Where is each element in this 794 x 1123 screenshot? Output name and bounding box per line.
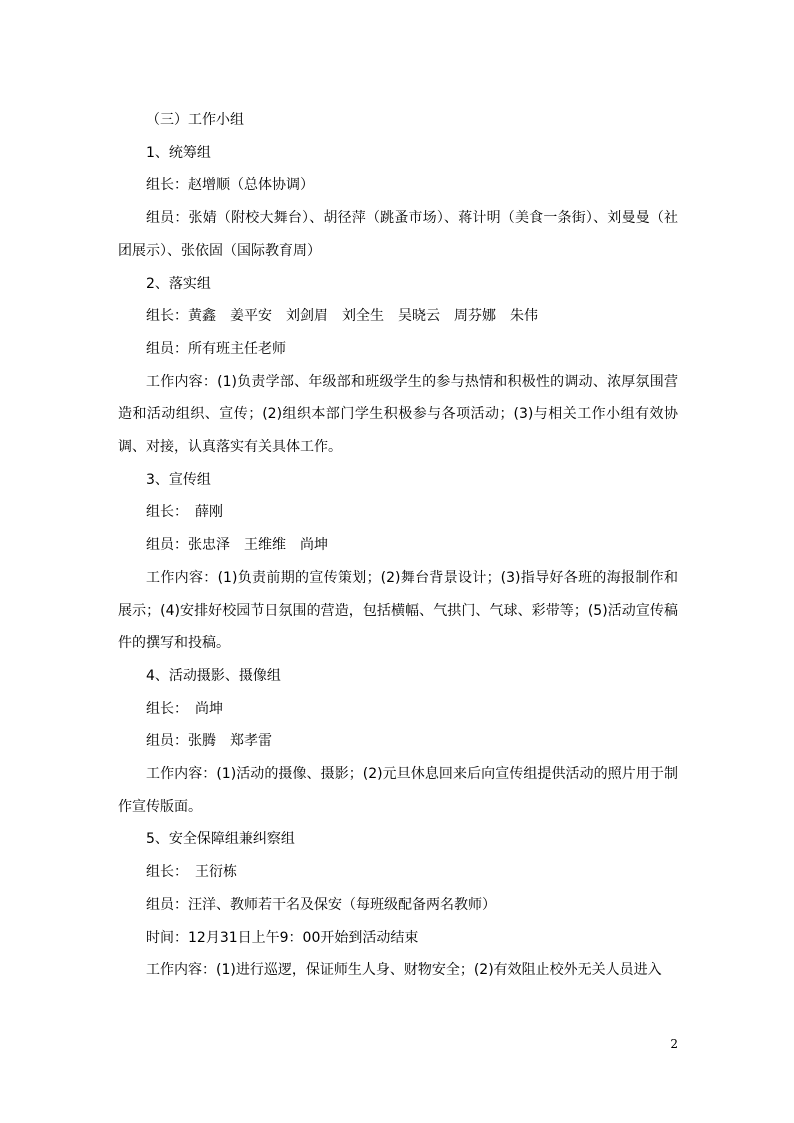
group-title: 5、安全保障组兼纠察组 [146, 831, 295, 848]
group-leader: 组长： 王衍栋 [146, 864, 237, 881]
group-leader: 组长：赵增顺（总体协调） [146, 177, 314, 194]
group-leader: 组长： 薛刚 [146, 504, 223, 521]
group-members: 组员：汪洋、教师若干名及保安（每班级配备两名教师） [146, 896, 496, 913]
group-members: 组员：所有班主任老师 [146, 340, 286, 357]
group-title: 1、统筹组 [146, 144, 211, 161]
group-leader: 组长： 尚坤 [146, 700, 223, 717]
group-members: 组员：张腾 郑孝雷 [146, 733, 272, 750]
group-title: 2、落实组 [146, 275, 211, 292]
schedule-time: 时间：12月31日上午9：00开始到活动结束 [146, 929, 419, 946]
group-leader: 组长：黄鑫 姜平安 刘剑眉 刘全生 吴晓云 周芬娜 朱伟 [146, 308, 538, 325]
work-content: 工作内容：(1)负责前期的宣传策划；(2)舞台背景设计；(3)指导好各班的海报制作和展示；(4)安排好校园节日氛围的营造，包括横幅、气拱门、气球、彩带等；(5)活动宣传稿件的撰写和投稿。 [118, 569, 678, 652]
body-text [118, 104, 678, 987]
work-content: 工作内容：(1)进行巡逻，保证师生人身、财物安全；(2)有效阻止校外无关人员进入 [146, 962, 662, 979]
work-content: 工作内容：(1)活动的摄像、摄影；(2)元旦休息回来后向宣传组提供活动的照片用于制作宣传版面。 [118, 766, 678, 815]
group-title: 3、宣传组 [146, 471, 211, 488]
group-members: 组员：张忠泽 王维维 尚坤 [146, 537, 328, 554]
group-title: 4、活动摄影、摄像组 [146, 667, 281, 684]
work-content: 工作内容：(1)负责学部、年级部和班级学生的参与热情和积极性的调动、浓厚氛围营造和活动组织、宣传；(2)组织本部门学生积极参与各项活动；(3)与相关工作小组有效协调、对接，认真落实有关具体工作。 [118, 373, 678, 456]
page-number: 2 [670, 1037, 678, 1051]
group-members: 组员：张婧（附校大舞台）、胡径萍（跳蚤市场）、蒋计明（美食一条街）、刘曼曼（社团展示）、张依固（国际教育周） [118, 210, 678, 259]
section-heading: （三）工作小组 [146, 112, 244, 128]
